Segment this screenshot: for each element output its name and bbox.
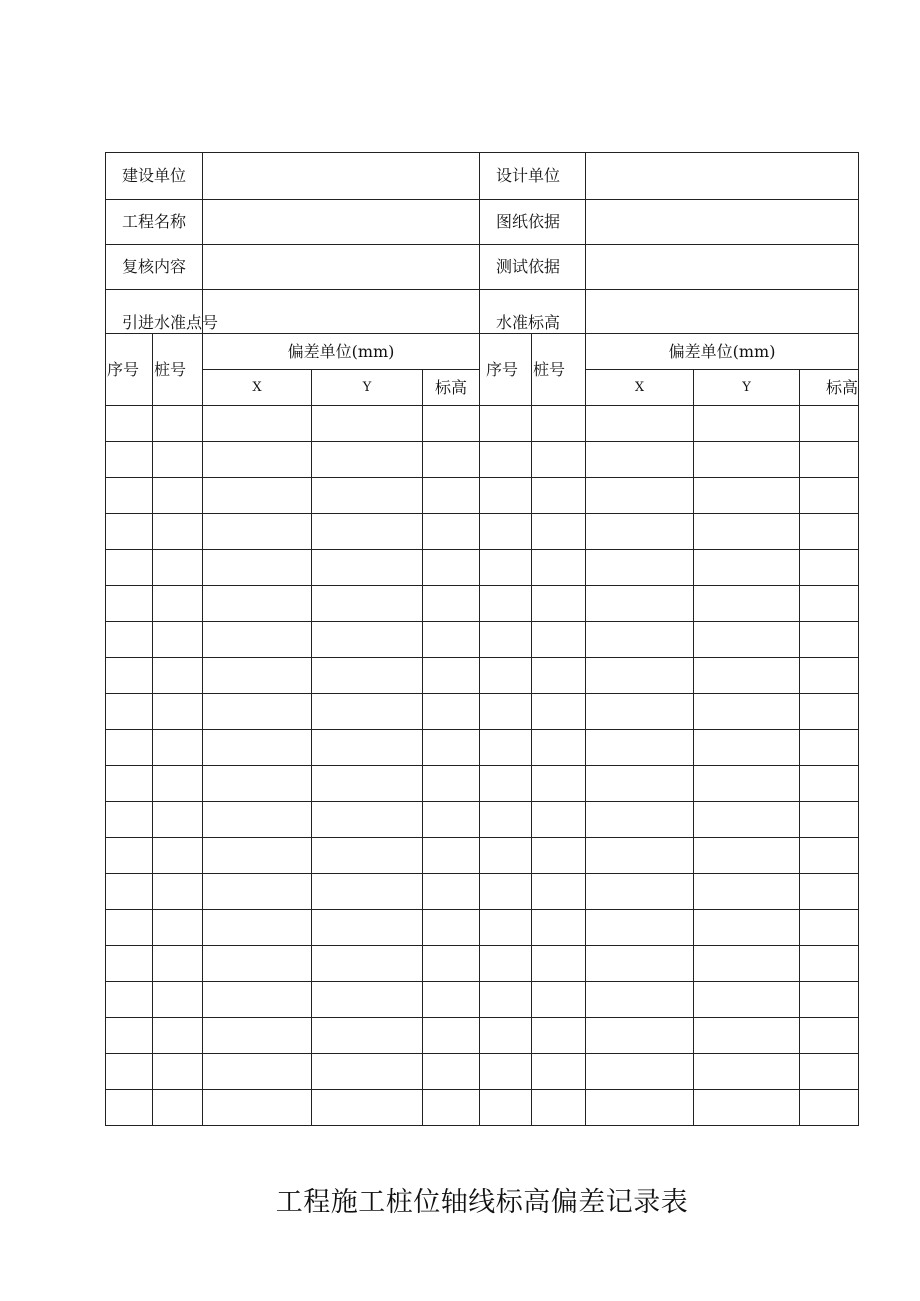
- table-cell[interactable]: [312, 586, 423, 622]
- table-cell[interactable]: [694, 622, 800, 658]
- table-cell[interactable]: [153, 622, 203, 658]
- table-cell[interactable]: [153, 478, 203, 514]
- table-row: [106, 622, 859, 658]
- table-cell[interactable]: [106, 946, 153, 982]
- table-cell[interactable]: [203, 1054, 312, 1090]
- table-row: [106, 442, 859, 478]
- table-cell[interactable]: [532, 946, 586, 982]
- table-cell[interactable]: [694, 802, 800, 838]
- table-cell[interactable]: [800, 1018, 859, 1054]
- table-cell[interactable]: [423, 514, 480, 550]
- table-cell[interactable]: [480, 550, 532, 586]
- table-cell[interactable]: [532, 910, 586, 946]
- table-cell[interactable]: [312, 442, 423, 478]
- table-cell[interactable]: [423, 1018, 480, 1054]
- table-cell[interactable]: [480, 658, 532, 694]
- table-cell[interactable]: [153, 874, 203, 910]
- table-cell[interactable]: [586, 622, 694, 658]
- table-cell[interactable]: [106, 1054, 153, 1090]
- seq-header-right: 序号: [480, 334, 532, 406]
- table-cell[interactable]: [312, 622, 423, 658]
- table-cell[interactable]: [203, 478, 312, 514]
- table-cell[interactable]: [423, 910, 480, 946]
- table-cell[interactable]: [532, 1018, 586, 1054]
- table-cell[interactable]: [312, 1018, 423, 1054]
- table-cell[interactable]: [203, 766, 312, 802]
- table-cell[interactable]: [106, 730, 153, 766]
- table-cell[interactable]: [586, 802, 694, 838]
- table-cell[interactable]: [423, 550, 480, 586]
- table-cell[interactable]: [312, 478, 423, 514]
- table-cell[interactable]: [423, 1090, 480, 1126]
- deviation-header-right: 偏差单位(mm): [586, 334, 859, 370]
- table-row: [106, 910, 859, 946]
- table-cell[interactable]: [532, 730, 586, 766]
- table-cell[interactable]: [800, 946, 859, 982]
- table-cell[interactable]: [800, 1090, 859, 1126]
- y-header-right: Y: [694, 370, 800, 406]
- table-cell[interactable]: [694, 1018, 800, 1054]
- table-cell[interactable]: [312, 406, 423, 442]
- info-row-benchmark: [106, 290, 859, 334]
- table-cell[interactable]: [423, 586, 480, 622]
- table-cell[interactable]: [203, 514, 312, 550]
- table-cell[interactable]: [106, 622, 153, 658]
- table-cell[interactable]: [480, 406, 532, 442]
- table-cell[interactable]: [153, 766, 203, 802]
- table-cell[interactable]: [800, 766, 859, 802]
- table-cell[interactable]: [203, 802, 312, 838]
- table-cell[interactable]: [423, 730, 480, 766]
- table-cell[interactable]: [106, 406, 153, 442]
- table-cell[interactable]: [532, 442, 586, 478]
- table-cell[interactable]: [153, 1054, 203, 1090]
- table-cell[interactable]: [203, 946, 312, 982]
- table-cell[interactable]: [586, 838, 694, 874]
- table-cell[interactable]: [800, 514, 859, 550]
- design-unit-label: 设计单位: [480, 153, 586, 200]
- table-cell[interactable]: [694, 1054, 800, 1090]
- table-cell[interactable]: [532, 478, 586, 514]
- table-cell[interactable]: [694, 1090, 800, 1126]
- test-basis-label: 测试依据: [480, 245, 586, 290]
- table-cell[interactable]: [106, 478, 153, 514]
- table-cell[interactable]: [694, 658, 800, 694]
- table-row: [106, 658, 859, 694]
- table-cell[interactable]: [312, 550, 423, 586]
- table-cell[interactable]: [586, 730, 694, 766]
- table-cell[interactable]: [694, 514, 800, 550]
- table-cell[interactable]: [106, 838, 153, 874]
- table-row: [106, 982, 859, 1018]
- table-cell[interactable]: [203, 982, 312, 1018]
- table-cell[interactable]: [586, 946, 694, 982]
- table-cell[interactable]: [153, 1018, 203, 1054]
- table-cell[interactable]: [423, 874, 480, 910]
- level-elevation-field[interactable]: [586, 290, 859, 334]
- table-cell[interactable]: [532, 514, 586, 550]
- table-cell[interactable]: [312, 766, 423, 802]
- table-cell[interactable]: [480, 766, 532, 802]
- table-cell[interactable]: [532, 622, 586, 658]
- table-cell[interactable]: [423, 946, 480, 982]
- table-cell[interactable]: [480, 586, 532, 622]
- table-cell[interactable]: [694, 982, 800, 1018]
- table-cell[interactable]: [800, 730, 859, 766]
- table-cell[interactable]: [586, 586, 694, 622]
- table-cell[interactable]: [312, 838, 423, 874]
- table-cell[interactable]: [153, 694, 203, 730]
- benchmark-point-label: 引进水准点号: [106, 290, 203, 334]
- table-cell[interactable]: [203, 406, 312, 442]
- table-cell[interactable]: [203, 442, 312, 478]
- table-cell[interactable]: [480, 478, 532, 514]
- pile-header-right: 桩号: [532, 334, 586, 406]
- table-row: [106, 406, 859, 442]
- info-row-units: [106, 153, 859, 200]
- x-header-right: X: [586, 370, 694, 406]
- table-cell[interactable]: [423, 1054, 480, 1090]
- table-cell[interactable]: [586, 442, 694, 478]
- table-cell[interactable]: [800, 982, 859, 1018]
- table-cell[interactable]: [694, 694, 800, 730]
- project-name-label: 工程名称: [106, 200, 203, 245]
- table-cell[interactable]: [153, 910, 203, 946]
- table-cell[interactable]: [800, 910, 859, 946]
- table-cell[interactable]: [312, 802, 423, 838]
- table-cell[interactable]: [153, 586, 203, 622]
- table-cell[interactable]: [480, 694, 532, 730]
- table-cell[interactable]: [203, 730, 312, 766]
- table-cell[interactable]: [586, 406, 694, 442]
- x-header-left: X: [203, 370, 312, 406]
- table-cell[interactable]: [423, 478, 480, 514]
- table-cell[interactable]: [106, 1018, 153, 1054]
- table-cell[interactable]: [800, 658, 859, 694]
- table-cell[interactable]: [106, 802, 153, 838]
- table-cell[interactable]: [586, 1054, 694, 1090]
- table-cell[interactable]: [106, 766, 153, 802]
- table-cell[interactable]: [203, 586, 312, 622]
- table-cell[interactable]: [312, 1054, 423, 1090]
- table-cell[interactable]: [532, 550, 586, 586]
- table-cell[interactable]: [800, 694, 859, 730]
- table-cell[interactable]: [800, 550, 859, 586]
- table-cell[interactable]: [423, 838, 480, 874]
- table-row: [106, 514, 859, 550]
- table-cell[interactable]: [312, 1090, 423, 1126]
- table-cell[interactable]: [532, 982, 586, 1018]
- table-cell[interactable]: [480, 514, 532, 550]
- table-cell[interactable]: [203, 658, 312, 694]
- design-unit-field[interactable]: [586, 153, 859, 200]
- table-cell[interactable]: [694, 442, 800, 478]
- table-cell[interactable]: [480, 1090, 532, 1126]
- table-row: [106, 694, 859, 730]
- table-cell[interactable]: [694, 946, 800, 982]
- table-cell[interactable]: [532, 874, 586, 910]
- table-cell[interactable]: [480, 802, 532, 838]
- table-cell[interactable]: [800, 802, 859, 838]
- table-cell[interactable]: [423, 406, 480, 442]
- table-row: [106, 838, 859, 874]
- table-cell[interactable]: [203, 838, 312, 874]
- review-content-label: 复核内容: [106, 245, 203, 290]
- table-cell[interactable]: [153, 838, 203, 874]
- table-cell[interactable]: [106, 586, 153, 622]
- table-cell[interactable]: [203, 1018, 312, 1054]
- table-cell[interactable]: [800, 838, 859, 874]
- table-cell[interactable]: [423, 622, 480, 658]
- table-cell[interactable]: [586, 1018, 694, 1054]
- benchmark-point-field[interactable]: [203, 290, 480, 334]
- table-cell[interactable]: [480, 874, 532, 910]
- table-cell[interactable]: [480, 982, 532, 1018]
- table-cell[interactable]: [312, 658, 423, 694]
- table-cell[interactable]: [586, 910, 694, 946]
- table-cell[interactable]: [153, 442, 203, 478]
- table-cell[interactable]: [423, 658, 480, 694]
- table-cell[interactable]: [153, 946, 203, 982]
- table-row: [106, 478, 859, 514]
- table-cell[interactable]: [153, 982, 203, 1018]
- table-cell[interactable]: [106, 514, 153, 550]
- table-cell[interactable]: [532, 838, 586, 874]
- table-cell[interactable]: [106, 874, 153, 910]
- review-content-field[interactable]: [203, 245, 480, 290]
- table-cell[interactable]: [153, 802, 203, 838]
- table-cell[interactable]: [532, 406, 586, 442]
- table-cell[interactable]: [480, 442, 532, 478]
- table-row: [106, 1054, 859, 1090]
- table-cell[interactable]: [532, 766, 586, 802]
- table-cell[interactable]: [586, 658, 694, 694]
- table-cell[interactable]: [480, 622, 532, 658]
- table-cell[interactable]: [532, 1054, 586, 1090]
- table-cell[interactable]: [153, 406, 203, 442]
- table-cell[interactable]: [586, 874, 694, 910]
- pile-deviation-record-table: [105, 152, 859, 1126]
- table-cell[interactable]: [800, 586, 859, 622]
- table-cell[interactable]: [532, 802, 586, 838]
- deviation-header-left: 偏差单位(mm): [203, 334, 480, 370]
- table-cell[interactable]: [203, 550, 312, 586]
- table-cell[interactable]: [312, 730, 423, 766]
- table-cell[interactable]: [153, 658, 203, 694]
- table-cell[interactable]: [694, 874, 800, 910]
- info-row-review: [106, 245, 859, 290]
- table-cell[interactable]: [800, 874, 859, 910]
- table-cell[interactable]: [153, 514, 203, 550]
- table-cell[interactable]: [106, 982, 153, 1018]
- form-title: 工程施工桩位轴线标高偏差记录表: [275, 1187, 689, 1218]
- column-header-row: [106, 334, 859, 370]
- table-cell[interactable]: [312, 514, 423, 550]
- table-cell[interactable]: [423, 802, 480, 838]
- table-cell[interactable]: [153, 730, 203, 766]
- level-elevation-label: 水准标高: [480, 290, 586, 334]
- drawing-basis-field[interactable]: [586, 200, 859, 245]
- table-cell[interactable]: [480, 730, 532, 766]
- table-cell[interactable]: [203, 910, 312, 946]
- table-row: [106, 946, 859, 982]
- table-cell[interactable]: [153, 550, 203, 586]
- table-cell[interactable]: [532, 658, 586, 694]
- table-cell[interactable]: [694, 478, 800, 514]
- table-cell[interactable]: [800, 442, 859, 478]
- table-row: [106, 766, 859, 802]
- table-cell[interactable]: [480, 946, 532, 982]
- table-cell[interactable]: [203, 622, 312, 658]
- elevation-header-left: 标高: [423, 370, 480, 406]
- table-cell[interactable]: [586, 766, 694, 802]
- table-cell[interactable]: [532, 694, 586, 730]
- drawing-basis-label: 图纸依据: [480, 200, 586, 245]
- table-cell[interactable]: [694, 730, 800, 766]
- table-row: [106, 586, 859, 622]
- table-cell[interactable]: [586, 1090, 694, 1126]
- table-cell[interactable]: [423, 694, 480, 730]
- table-cell[interactable]: [586, 694, 694, 730]
- y-header-left: Y: [312, 370, 423, 406]
- table-cell[interactable]: [694, 910, 800, 946]
- table-cell[interactable]: [423, 442, 480, 478]
- table-row: [106, 550, 859, 586]
- seq-header-left: 序号: [106, 334, 153, 406]
- table-cell[interactable]: [694, 406, 800, 442]
- table-cell[interactable]: [312, 982, 423, 1018]
- table-row: [106, 730, 859, 766]
- table-cell[interactable]: [480, 1018, 532, 1054]
- table-cell[interactable]: [106, 550, 153, 586]
- table-cell[interactable]: [106, 910, 153, 946]
- table-cell[interactable]: [480, 1054, 532, 1090]
- table-cell[interactable]: [312, 694, 423, 730]
- table-cell[interactable]: [694, 550, 800, 586]
- table-cell[interactable]: [423, 766, 480, 802]
- table-cell[interactable]: [203, 874, 312, 910]
- table-cell[interactable]: [800, 478, 859, 514]
- table-cell[interactable]: [694, 586, 800, 622]
- construction-unit-label: 建设单位: [106, 153, 203, 200]
- table-cell[interactable]: [203, 1090, 312, 1126]
- table-cell[interactable]: [800, 406, 859, 442]
- table-cell[interactable]: [586, 550, 694, 586]
- table-cell[interactable]: [106, 442, 153, 478]
- test-basis-field[interactable]: [586, 245, 859, 290]
- table-cell[interactable]: [694, 766, 800, 802]
- table-row: [106, 802, 859, 838]
- table-cell[interactable]: [586, 478, 694, 514]
- table-row: [106, 874, 859, 910]
- table-cell[interactable]: [106, 1090, 153, 1126]
- table-cell[interactable]: [153, 1090, 203, 1126]
- table-cell[interactable]: [480, 838, 532, 874]
- table-cell[interactable]: [694, 838, 800, 874]
- elevation-header-right: 标高: [800, 370, 859, 406]
- table-cell[interactable]: [423, 982, 480, 1018]
- table-cell[interactable]: [800, 1054, 859, 1090]
- table-cell[interactable]: [586, 514, 694, 550]
- table-row: [106, 1090, 859, 1126]
- project-name-field[interactable]: [203, 200, 480, 245]
- info-row-project: [106, 200, 859, 245]
- table-cell[interactable]: [532, 1090, 586, 1126]
- pile-header-left: 桩号: [153, 334, 203, 406]
- table-cell[interactable]: [532, 586, 586, 622]
- table-cell[interactable]: [203, 694, 312, 730]
- table-row: [106, 1018, 859, 1054]
- table-cell[interactable]: [800, 622, 859, 658]
- construction-unit-field[interactable]: [203, 153, 480, 200]
- table-cell[interactable]: [106, 694, 153, 730]
- table-cell[interactable]: [312, 874, 423, 910]
- table-cell[interactable]: [106, 658, 153, 694]
- table-cell[interactable]: [312, 910, 423, 946]
- table-cell[interactable]: [480, 910, 532, 946]
- table-cell[interactable]: [586, 982, 694, 1018]
- table-cell[interactable]: [312, 946, 423, 982]
